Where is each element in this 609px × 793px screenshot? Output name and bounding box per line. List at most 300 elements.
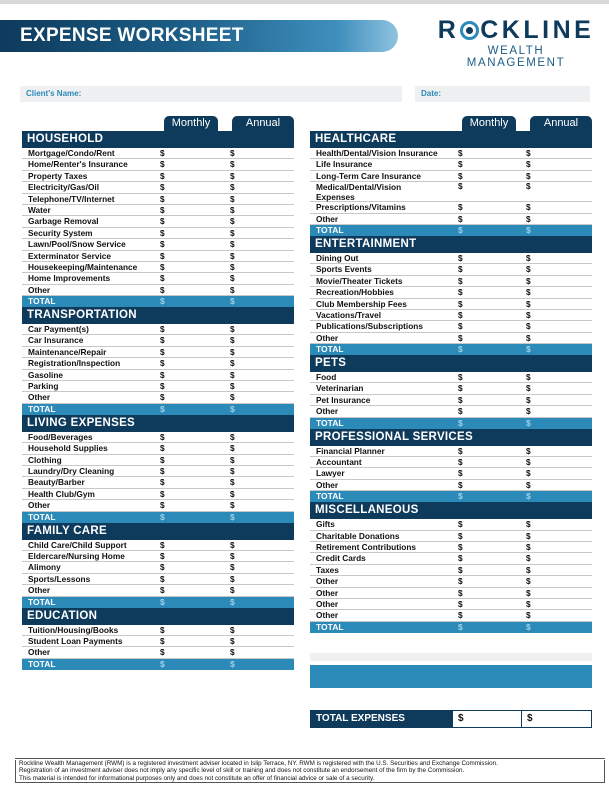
monthly-amount-field[interactable]: $	[458, 159, 463, 170]
annual-amount-field[interactable]: $	[526, 252, 531, 263]
monthly-amount-field[interactable]: $	[160, 250, 165, 261]
monthly-amount-field[interactable]: $	[160, 624, 165, 635]
monthly-amount-field[interactable]: $	[160, 454, 165, 465]
expense-label: Other	[316, 610, 339, 621]
expense-row	[22, 159, 294, 170]
monthly-amount-field[interactable]: $	[458, 564, 463, 575]
total-label: TOTAL	[316, 491, 344, 502]
expense-label: Water	[28, 204, 51, 215]
expense-label: Garbage Removal	[28, 216, 99, 227]
annual-amount-field[interactable]: $	[526, 394, 531, 405]
expense-label: Car Payment(s)	[28, 324, 89, 335]
monthly-amount-field[interactable]: $	[458, 519, 463, 530]
expense-row	[22, 381, 294, 392]
annual-amount-field[interactable]: $	[230, 539, 235, 550]
annual-amount-field[interactable]: $	[230, 358, 235, 369]
monthly-amount-field[interactable]: $	[458, 213, 463, 224]
annual-amount-field[interactable]: $	[526, 587, 531, 598]
annual-amount-field[interactable]: $	[230, 227, 235, 238]
monthly-amount-field[interactable]: $	[160, 204, 165, 215]
expense-row	[310, 372, 592, 383]
expense-row	[310, 542, 592, 553]
monthly-amount-field[interactable]: $	[458, 181, 463, 192]
annual-total-field[interactable]: $	[230, 596, 235, 607]
expense-label: Housekeeping/Maintenance	[28, 261, 138, 272]
monthly-amount-field[interactable]: $	[458, 372, 463, 383]
expense-row	[22, 574, 294, 585]
expense-row	[310, 599, 592, 610]
expense-row	[310, 519, 592, 530]
annual-amount-field[interactable]: $	[230, 488, 235, 499]
total-expenses-monthly[interactable]: $	[452, 710, 522, 728]
expense-row	[310, 565, 592, 576]
expense-row	[22, 228, 294, 239]
monthly-amount-field[interactable]: $	[458, 457, 463, 468]
monthly-amount-field[interactable]: $	[160, 261, 165, 272]
logo-subtitle: WEALTH MANAGEMENT	[466, 45, 566, 69]
disclaimer-line: Rockline Wealth Management (RWM) is a registered investment adviser located in Islip Terrace, NY. RWM is registered with the U.S. Securities and Exchange Commission.	[19, 760, 498, 767]
annual-column-tab: Annual	[232, 116, 294, 131]
annual-amount-field[interactable]: $	[526, 287, 531, 298]
expense-row	[22, 625, 294, 636]
annual-amount-field[interactable]: $	[230, 647, 235, 658]
monthly-total-field[interactable]: $	[160, 511, 165, 522]
expense-row	[310, 264, 592, 275]
expense-label: Publications/Subscriptions	[316, 321, 423, 332]
annual-total-field[interactable]: $	[230, 511, 235, 522]
total-expenses-row	[310, 710, 592, 728]
monthly-amount-field[interactable]: $	[160, 500, 165, 511]
monthly-amount-field[interactable]: $	[160, 346, 165, 357]
annual-amount-field[interactable]: $	[526, 479, 531, 490]
logo-o-icon	[460, 21, 479, 40]
monthly-amount-field[interactable]: $	[160, 431, 165, 442]
monthly-column-tab: Monthly	[164, 116, 218, 131]
annual-amount-field[interactable]: $	[230, 284, 235, 295]
monthly-total-field[interactable]: $	[458, 224, 463, 235]
expense-label: Lawn/Pool/Snow Service	[28, 239, 126, 250]
annual-amount-field[interactable]: $	[526, 406, 531, 417]
annual-amount-field[interactable]: $	[230, 148, 235, 158]
section-total-row	[310, 418, 592, 429]
expense-label: Vacations/Travel	[316, 309, 382, 320]
annual-amount-field[interactable]: $	[230, 443, 235, 454]
expense-row	[22, 562, 294, 573]
annual-amount-field[interactable]: $	[526, 170, 531, 181]
annual-amount-field[interactable]: $	[230, 562, 235, 573]
monthly-amount-field[interactable]: $	[160, 358, 165, 369]
disclaimer	[15, 758, 605, 783]
expense-label: Other	[28, 647, 51, 658]
annual-amount-field[interactable]: $	[230, 381, 235, 392]
monthly-column-tab: Monthly	[462, 116, 516, 131]
monthly-amount-field[interactable]: $	[458, 445, 463, 456]
expense-label: Other	[316, 406, 339, 417]
annual-amount-field[interactable]: $	[526, 275, 531, 286]
annual-amount-field[interactable]: $	[526, 202, 531, 213]
section-header: PROFESSIONAL SERVICES	[310, 429, 592, 446]
monthly-amount-field[interactable]: $	[160, 392, 165, 403]
annual-amount-field[interactable]: $	[230, 204, 235, 215]
expense-label: Parking	[28, 381, 59, 392]
monthly-amount-field[interactable]: $	[458, 264, 463, 275]
annual-amount-field[interactable]: $	[230, 170, 235, 181]
expense-row	[22, 392, 294, 403]
expense-row	[22, 194, 294, 205]
annual-amount-field[interactable]: $	[526, 383, 531, 394]
annual-amount-field[interactable]: $	[230, 273, 235, 284]
section-header: HEALTHCARE	[310, 131, 592, 148]
client-name-label: Client's Name:	[26, 89, 82, 98]
expense-label: Sports/Lessons	[28, 573, 91, 584]
expense-row	[22, 636, 294, 647]
monthly-amount-field[interactable]: $	[160, 477, 165, 488]
annual-amount-field[interactable]: $	[230, 465, 235, 476]
expense-row	[22, 489, 294, 500]
total-expenses-label: TOTAL EXPENSES	[310, 710, 452, 728]
monthly-amount-field[interactable]: $	[458, 541, 463, 552]
monthly-amount-field[interactable]: $	[160, 273, 165, 284]
monthly-amount-field[interactable]: $	[458, 479, 463, 490]
annual-amount-field[interactable]: $	[526, 264, 531, 275]
annual-amount-field[interactable]: $	[230, 239, 235, 250]
expense-label: Clothing	[28, 454, 62, 465]
monthly-amount-field[interactable]: $	[160, 573, 165, 584]
expense-label: Maintenance/Repair	[28, 346, 107, 357]
annual-total-field[interactable]: $	[526, 621, 531, 632]
expense-row	[310, 588, 592, 599]
expense-label: Veterinarian	[316, 383, 364, 394]
section-total-row	[22, 597, 294, 608]
expense-label: Gifts	[316, 519, 335, 530]
expense-row	[22, 540, 294, 551]
expense-row	[310, 446, 592, 457]
monthly-amount-field[interactable]: $	[160, 335, 165, 346]
annual-amount-field[interactable]: $	[526, 159, 531, 170]
monthly-amount-field[interactable]: $	[160, 550, 165, 561]
expense-row	[22, 455, 294, 466]
expense-label: Health Club/Gym	[28, 488, 95, 499]
section-total-row	[310, 491, 592, 502]
annual-total-field[interactable]: $	[526, 344, 531, 355]
expense-label: Health/Dental/Vision Insurance	[316, 148, 438, 158]
expense-row	[310, 310, 592, 321]
expense-label: Life Insurance	[316, 159, 373, 170]
annual-amount-field[interactable]: $	[526, 610, 531, 621]
annual-amount-field[interactable]: $	[526, 457, 531, 468]
expense-row	[310, 276, 592, 287]
expense-label: Long-Term Care Insurance	[316, 170, 421, 181]
monthly-amount-field[interactable]: $	[160, 170, 165, 181]
expense-row	[310, 576, 592, 587]
section-total-row	[310, 622, 592, 633]
monthly-amount-field[interactable]: $	[160, 239, 165, 250]
annual-amount-field[interactable]: $	[526, 530, 531, 541]
expense-row	[310, 171, 592, 182]
monthly-total-field[interactable]: $	[160, 658, 165, 669]
section-header: LIVING EXPENSES	[22, 415, 294, 432]
annual-amount-field[interactable]: $	[230, 193, 235, 204]
monthly-amount-field[interactable]: $	[458, 553, 463, 564]
expense-row	[310, 468, 592, 479]
expense-label: Electricity/Gas/Oil	[28, 182, 100, 193]
expense-row	[22, 443, 294, 454]
expense-row	[310, 457, 592, 468]
monthly-amount-field[interactable]: $	[160, 216, 165, 227]
annual-amount-field[interactable]: $	[230, 250, 235, 261]
annual-total-field[interactable]: $	[526, 224, 531, 235]
expense-label: Food/Beverages	[28, 431, 93, 442]
expense-label: Sports Events	[316, 264, 372, 275]
annual-amount-field[interactable]: $	[526, 321, 531, 332]
monthly-amount-field[interactable]: $	[160, 585, 165, 596]
expense-label: Credit Cards	[316, 553, 366, 564]
expense-label: Other	[28, 585, 51, 596]
monthly-amount-field[interactable]: $	[160, 159, 165, 170]
expense-label: Movie/Theater Tickets	[316, 275, 403, 286]
expense-row	[310, 553, 592, 564]
annual-amount-field[interactable]: $	[526, 519, 531, 530]
expense-label: Other	[28, 392, 51, 403]
monthly-amount-field[interactable]: $	[160, 369, 165, 380]
monthly-amount-field[interactable]: $	[458, 170, 463, 181]
expense-row	[22, 285, 294, 296]
monthly-amount-field[interactable]: $	[458, 321, 463, 332]
expense-row	[310, 202, 592, 213]
expense-label: Pet Insurance	[316, 394, 371, 405]
annual-amount-field[interactable]: $	[230, 324, 235, 335]
monthly-total-field[interactable]: $	[458, 344, 463, 355]
total-label: TOTAL	[28, 658, 56, 669]
annual-total-field[interactable]: $	[526, 491, 531, 502]
expense-row	[310, 406, 592, 417]
annual-total-field[interactable]: $	[230, 403, 235, 414]
annual-amount-field[interactable]: $	[526, 564, 531, 575]
monthly-amount-field[interactable]: $	[160, 488, 165, 499]
monthly-amount-field[interactable]: $	[160, 182, 165, 193]
section-total-row	[22, 296, 294, 307]
total-label: TOTAL	[28, 403, 56, 414]
expense-row	[22, 358, 294, 369]
monthly-amount-field[interactable]: $	[458, 252, 463, 263]
monthly-amount-field[interactable]: $	[458, 287, 463, 298]
section-header: TRANSPORTATION	[22, 307, 294, 324]
section-total-row	[22, 512, 294, 523]
annual-amount-field[interactable]: $	[230, 216, 235, 227]
logo-letters-rest: CKLINE	[480, 16, 595, 44]
monthly-amount-field[interactable]: $	[160, 148, 165, 158]
section-total-row	[310, 225, 592, 236]
section-header: EDUCATION	[22, 608, 294, 625]
expense-label: Mortgage/Condo/Rent	[28, 148, 115, 158]
expense-row	[22, 370, 294, 381]
monthly-total-field[interactable]: $	[458, 417, 463, 428]
monthly-amount-field[interactable]: $	[160, 443, 165, 454]
expense-label: Tuition/Housing/Books	[28, 624, 119, 635]
expense-label: Beauty/Barber	[28, 477, 85, 488]
annual-amount-field[interactable]: $	[526, 181, 531, 192]
annual-amount-field[interactable]: $	[230, 335, 235, 346]
monthly-amount-field[interactable]: $	[160, 635, 165, 646]
monthly-amount-field[interactable]: $	[160, 562, 165, 573]
annual-amount-field[interactable]: $	[526, 372, 531, 383]
annual-total-field[interactable]: $	[230, 296, 235, 307]
expense-row	[310, 395, 592, 406]
expense-row	[310, 299, 592, 310]
annual-amount-field[interactable]: $	[230, 392, 235, 403]
monthly-amount-field[interactable]: $	[458, 383, 463, 394]
annual-total-field[interactable]: $	[230, 658, 235, 669]
expense-label: Registration/Inspection	[28, 358, 121, 369]
annual-amount-field[interactable]: $	[526, 541, 531, 552]
section-education	[22, 608, 294, 670]
annual-amount-field[interactable]: $	[230, 573, 235, 584]
logo-letter-r: R	[437, 16, 460, 44]
monthly-amount-field[interactable]: $	[160, 284, 165, 295]
total-expenses-annual[interactable]: $	[522, 710, 592, 728]
expense-row	[310, 383, 592, 394]
expense-row	[22, 432, 294, 443]
expense-row	[22, 182, 294, 193]
monthly-amount-field[interactable]: $	[458, 148, 463, 158]
section-family-care	[22, 523, 294, 608]
annual-amount-field[interactable]: $	[526, 598, 531, 609]
monthly-amount-field[interactable]: $	[160, 324, 165, 335]
right-column-header	[310, 116, 592, 131]
monthly-amount-field[interactable]: $	[458, 309, 463, 320]
annual-amount-field[interactable]: $	[526, 298, 531, 309]
expense-row	[310, 159, 592, 170]
monthly-total-field[interactable]: $	[458, 621, 463, 632]
total-label: TOTAL	[316, 417, 344, 428]
monthly-amount-field[interactable]: $	[458, 576, 463, 587]
annual-amount-field[interactable]: $	[230, 624, 235, 635]
top-border	[0, 0, 609, 4]
section-header: ENTERTAINMENT	[310, 236, 592, 253]
expense-row	[22, 551, 294, 562]
expense-label: Taxes	[316, 564, 339, 575]
annual-amount-field[interactable]: $	[526, 553, 531, 564]
expense-label: Property Taxes	[28, 170, 88, 181]
monthly-total-field[interactable]: $	[160, 296, 165, 307]
total-label: TOTAL	[316, 621, 344, 632]
expense-label: Child Care/Child Support	[28, 539, 127, 550]
expense-label: Gasoline	[28, 369, 64, 380]
annual-amount-field[interactable]: $	[526, 332, 531, 343]
expense-row	[310, 321, 592, 332]
expense-row	[22, 216, 294, 227]
left-column-header	[22, 116, 294, 131]
section-healthcare	[310, 131, 592, 236]
expense-label: Medical/Dental/Vision Expenses	[316, 182, 402, 202]
monthly-amount-field[interactable]: $	[458, 275, 463, 286]
expense-row	[310, 333, 592, 344]
expense-label: Telephone/TV/Internet	[28, 193, 115, 204]
annual-amount-field[interactable]: $	[230, 477, 235, 488]
monthly-amount-field[interactable]: $	[458, 406, 463, 417]
expense-row	[22, 324, 294, 335]
annual-amount-field[interactable]: $	[526, 148, 531, 158]
annual-column-tab: Annual	[530, 116, 592, 131]
section-living-expenses	[22, 415, 294, 523]
expense-label: Prescriptions/Vitamins	[316, 202, 406, 213]
section-header: FAMILY CARE	[22, 523, 294, 540]
annual-amount-field[interactable]: $	[230, 159, 235, 170]
monthly-amount-field[interactable]: $	[160, 647, 165, 658]
section-professional-services	[310, 429, 592, 503]
expense-row	[22, 205, 294, 216]
monthly-amount-field[interactable]: $	[160, 465, 165, 476]
annual-amount-field[interactable]: $	[526, 468, 531, 479]
annual-amount-field[interactable]: $	[230, 346, 235, 357]
monthly-amount-field[interactable]: $	[458, 468, 463, 479]
annual-amount-field[interactable]: $	[230, 261, 235, 272]
monthly-amount-field[interactable]: $	[458, 202, 463, 213]
annual-amount-field[interactable]: $	[230, 454, 235, 465]
monthly-amount-field[interactable]: $	[160, 227, 165, 238]
expense-label: Home Improvements	[28, 273, 111, 284]
monthly-total-field[interactable]: $	[160, 403, 165, 414]
annual-amount-field[interactable]: $	[230, 585, 235, 596]
annual-amount-field[interactable]: $	[230, 500, 235, 511]
annual-amount-field[interactable]: $	[230, 635, 235, 646]
monthly-amount-field[interactable]: $	[458, 332, 463, 343]
annual-amount-field[interactable]: $	[230, 431, 235, 442]
monthly-amount-field[interactable]: $	[458, 530, 463, 541]
disclaimer-line: This material is intended for informational purposes only and does not constitute an offer of financial advice or sale of a security.	[19, 774, 375, 782]
monthly-total-field[interactable]: $	[160, 596, 165, 607]
total-label: TOTAL	[28, 511, 56, 522]
expense-label: Security System	[28, 227, 93, 238]
expense-label: Retirement Contributions	[316, 541, 417, 552]
expense-row	[22, 347, 294, 358]
annual-amount-field[interactable]: $	[526, 576, 531, 587]
annual-amount-field[interactable]: $	[526, 445, 531, 456]
monthly-amount-field[interactable]: $	[458, 394, 463, 405]
monthly-amount-field[interactable]: $	[160, 539, 165, 550]
monthly-amount-field[interactable]: $	[160, 193, 165, 204]
expense-label: Recreation/Hobbies	[316, 287, 394, 298]
expense-label: Club Membership Fees	[316, 298, 407, 309]
expense-row	[310, 480, 592, 491]
expense-label: Household Supplies	[28, 443, 108, 454]
date-field[interactable]	[415, 86, 590, 102]
section-household	[22, 131, 294, 307]
section-pets	[310, 355, 592, 429]
annual-amount-field[interactable]: $	[230, 550, 235, 561]
annual-amount-field[interactable]: $	[526, 213, 531, 224]
monthly-amount-field[interactable]: $	[458, 598, 463, 609]
expense-row	[22, 647, 294, 658]
monthly-amount-field[interactable]: $	[458, 298, 463, 309]
section-miscellaneous	[310, 502, 592, 633]
expense-label: Food	[316, 372, 337, 383]
monthly-amount-field[interactable]: $	[458, 610, 463, 621]
expense-label: Student Loan Payments	[28, 635, 123, 646]
expense-row	[22, 262, 294, 273]
annual-amount-field[interactable]: $	[526, 309, 531, 320]
monthly-amount-field[interactable]: $	[160, 381, 165, 392]
annual-amount-field[interactable]: $	[230, 182, 235, 193]
expense-row	[310, 287, 592, 298]
client-name-field[interactable]	[20, 86, 402, 102]
monthly-total-field[interactable]: $	[458, 491, 463, 502]
expense-label: Lawyer	[316, 468, 345, 479]
right-column	[310, 116, 592, 633]
annual-amount-field[interactable]: $	[230, 369, 235, 380]
monthly-amount-field[interactable]: $	[458, 587, 463, 598]
annual-total-field[interactable]: $	[526, 417, 531, 428]
